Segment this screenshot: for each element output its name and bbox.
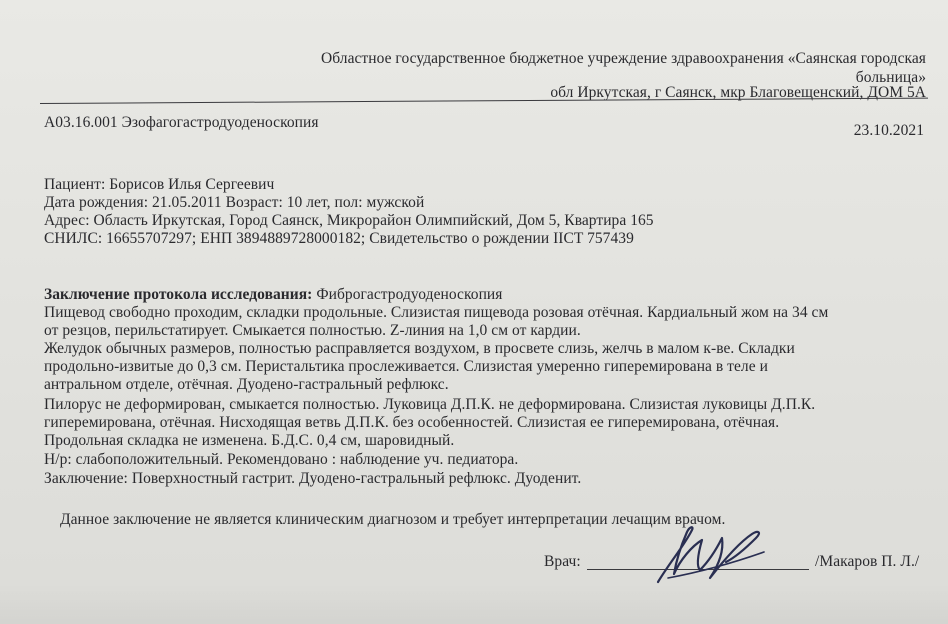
exam-code-title: A03.16.001 Эзофагогастродуоденоскопия xyxy=(44,114,319,131)
protocol-heading-value: Фиброгастродуоденоскопия xyxy=(316,286,503,303)
protocol-line: Пищевод свободно проходим, складки продольные. Слизистая пищевода розовая отёчная. Кардиальный жом на 34 см xyxy=(44,304,829,321)
protocol-line: Н/р: слабоположительный. Рекомендовано : наблюдение уч. педиатора. xyxy=(44,451,519,468)
doctor-name: /Макаров П. Л./ xyxy=(815,553,920,570)
protocol-line: Пилорус не деформирован, смыкается полностью. Луковица Д.П.К. не деформирована. Слизистая луковицы Д.П.К. xyxy=(44,396,816,413)
patient-birth-info: Дата рождения: 21.05.2011 Возраст: 10 лет, пол: мужской xyxy=(44,194,425,211)
institution-name-line2: больница» xyxy=(855,69,926,86)
protocol-line: Заключение: Поверхностный гастрит. Дуодено-гастральный рефлюкс. Дуоденит. xyxy=(44,470,582,487)
protocol-line: Продольная складка не изменена. Б.Д.С. 0,4 см, шаровидный. xyxy=(44,432,455,449)
patient-address: Адрес: Область Иркутская, Город Саянск, Микрорайон Олимпийский, Дом 5, Квартира 165 xyxy=(44,212,654,229)
protocol-heading-label: Заключение протокола исследования: xyxy=(44,286,313,303)
protocol-line: гиперемирована, отёчная. Нисходящая ветвь Д.П.К. без особенностей. Слизистая ее гиперемирована, отёчная. xyxy=(44,414,780,431)
institution-name-line1: Областное государственное бюджетное учреждение здравоохранения «Саянская городская xyxy=(320,50,926,67)
disclaimer: Данное заключение не является клиническим диагнозом и требует интерпретации лечащим врачом. xyxy=(60,511,726,528)
protocol-line: продольно-извитые до 0,3 см. Перистальтика прослеживается. Слизистая умеренно гиперемирована в теле и xyxy=(44,358,768,375)
protocol-line: антральном отделе, отёчная. Дуодено-гастральный рефлюкс. xyxy=(44,376,449,393)
patient-name: Пациент: Борисов Илья Сергеевич xyxy=(44,176,275,193)
protocol-heading xyxy=(44,286,502,304)
patient-ids: СНИЛС: 16655707297; ЕНП 3894889728000182; Свидетельство о рождении IICT 757439 xyxy=(44,230,634,247)
doctor-label: Врач: xyxy=(544,553,581,570)
page-shadow xyxy=(0,584,948,624)
protocol-line: Желудок обычных размеров, полностью расправляется воздухом, в просвете слизь, желчь в малом к-ве. Складки xyxy=(44,340,795,357)
institution-address: обл Иркутская, г Саянск, мкр Благовещенский, ДОМ 5А xyxy=(550,84,926,101)
protocol-line: от резцов, перильстатирует. Смыкается полностью. Z-линия на 1,0 см от кардии. xyxy=(44,322,581,339)
exam-date: 23.10.2021 xyxy=(853,122,924,139)
